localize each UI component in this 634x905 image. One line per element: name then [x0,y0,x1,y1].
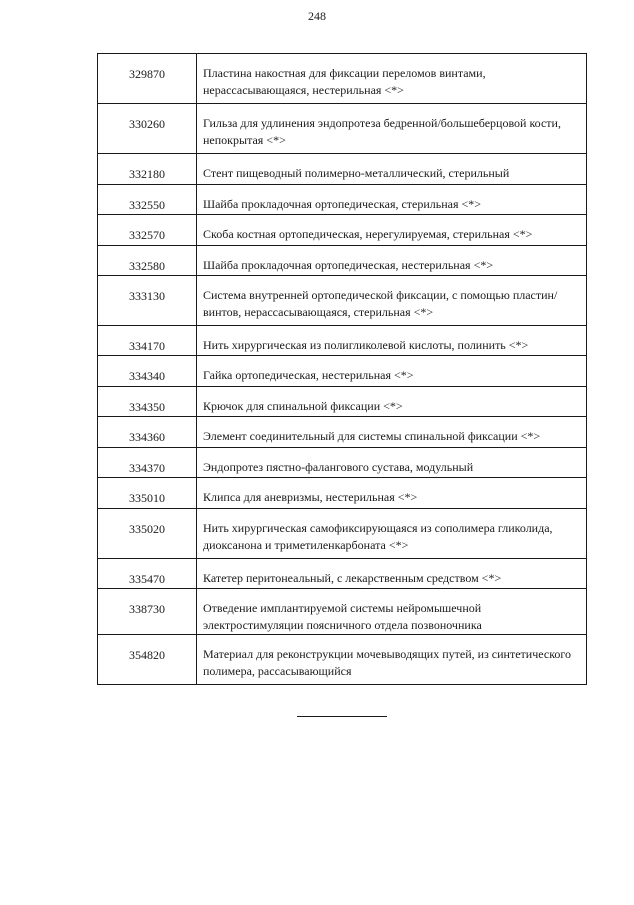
table-row [98,635,587,685]
row-code: 332580 [98,246,197,276]
table-row [98,104,587,154]
row-name: Гильза для удлинения эндопротеза бедренной/большеберцовой кости, непокрытая <*> [197,104,587,154]
table-row [98,154,587,185]
row-name: Эндопротез пястно-фалангового сустава, модульный [197,448,587,478]
row-code: 329870 [98,54,197,104]
row-name: Отведение имплантируемой системы нейромышечной электростимуляции поясничного отдела позвоночника [197,589,587,635]
row-name: Материал для реконструкции мочевыводящих путей, из синтетического полимера, рассасывающийся [197,635,587,685]
row-code: 335010 [98,478,197,509]
row-name: Система внутренней ортопедической фиксации, с помощью пластин/винтов, нерассасывающаяся, стерильная <*> [197,276,587,326]
table-row [98,559,587,589]
table-row [98,326,587,356]
row-name: Клипса для аневризмы, нестерильная <*> [197,478,587,509]
page-number: 248 [308,9,326,23]
row-code: 334350 [98,387,197,417]
row-name: Нить хирургическая из полигликолевой кислоты, полинить <*> [197,326,587,356]
table-row [98,589,587,635]
table-row [98,215,587,246]
row-code: 332550 [98,185,197,215]
row-code: 338730 [98,589,197,635]
row-name: Нить хирургическая самофиксирующаяся из сополимера гликолида, диоксанона и триметиленкарбоната <*> [197,509,587,559]
row-code: 334340 [98,356,197,387]
row-name: Элемент соединительный для системы спинальной фиксации <*> [197,417,587,448]
row-name: Скоба костная ортопедическая, нерегулируемая, стерильная <*> [197,215,587,246]
table-row [98,356,587,387]
row-code: 334370 [98,448,197,478]
table-row [98,185,587,215]
row-name: Шайба прокладочная ортопедическая, нестерильная <*> [197,246,587,276]
table-row [98,54,587,104]
row-code: 334170 [98,326,197,356]
table-row [98,246,587,276]
footnote-separator-line [297,716,387,717]
table-row [98,478,587,509]
row-code: 335470 [98,559,197,589]
row-name: Гайка ортопедическая, нестерильная <*> [197,356,587,387]
row-code: 332570 [98,215,197,246]
row-code: 335020 [98,509,197,559]
table-row [98,417,587,448]
row-code: 334360 [98,417,197,448]
row-name: Стент пищеводный полимерно-металлический, стерильный [197,154,587,185]
row-code: 354820 [98,635,197,685]
row-code: 330260 [98,104,197,154]
device-registry-table [97,53,587,685]
row-code: 332180 [98,154,197,185]
table-row [98,276,587,326]
table-row [98,509,587,559]
row-name: Крючок для спинальной фиксации <*> [197,387,587,417]
row-code: 333130 [98,276,197,326]
row-name: Пластина накостная для фиксации переломов винтами, нерассасывающаяся, нестерильная <*> [197,54,587,104]
row-name: Шайба прокладочная ортопедическая, стерильная <*> [197,185,587,215]
table-row [98,448,587,478]
table-row [98,387,587,417]
row-name: Катетер перитонеальный, с лекарственным средством <*> [197,559,587,589]
